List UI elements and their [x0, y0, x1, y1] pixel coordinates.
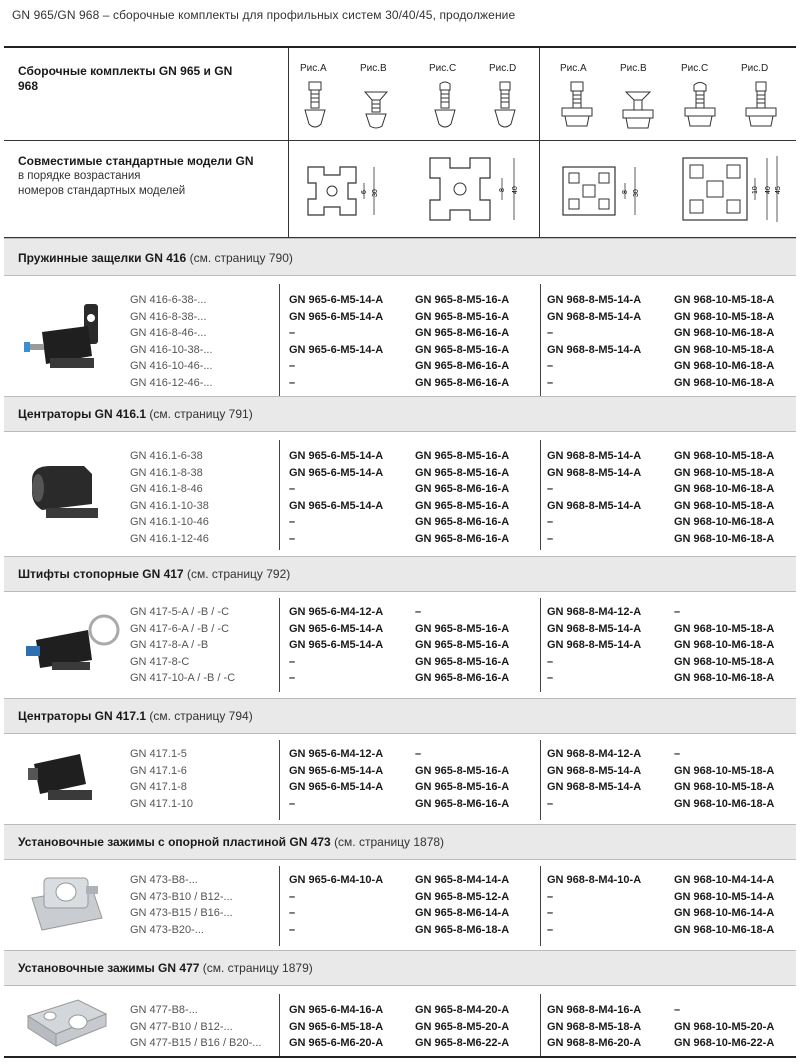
kit-cell: GN 965-6-M4-12-A — [289, 606, 384, 618]
kit-cell: GN 968-8-M4-12-A — [547, 606, 642, 618]
model-item: GN 416.1-8-46 — [130, 483, 203, 495]
page-title: GN 965/GN 968 – сборочные комплекты для профильных систем 30/40/45, продолжение — [12, 8, 516, 22]
kit-cell: GN 965-8-M6-14-A — [415, 907, 510, 919]
kit-cell: – — [289, 516, 296, 528]
section-header-gn417 — [4, 556, 796, 592]
kit-cell: GN 965-8-M6-16-A — [415, 376, 510, 389]
model-item: GN 417-6-A / -B / -C — [130, 622, 230, 635]
column-divider — [279, 866, 280, 946]
kit-cell: GN 968-10-M5-18-A — [674, 466, 775, 479]
kit-cell: GN 968-10-M5-14-A — [674, 890, 775, 903]
kit-cell: GN 965-6-M5-14-A — [289, 450, 384, 462]
kit-cell: – — [289, 797, 296, 810]
section-body-gn416-1 — [4, 432, 796, 556]
kit-cell: – — [289, 376, 296, 389]
gn968-8-column — [547, 872, 641, 938]
model-item: GN 473-B8-... — [130, 874, 198, 886]
compat-sub2: номеров стандартных моделей — [18, 185, 186, 197]
section-page-ref: (см. страницу 790) — [189, 251, 293, 265]
kit-cell: GN 965-8-M6-16-A — [415, 672, 510, 684]
model-item: GN 416.1-6-38 — [130, 450, 203, 462]
locking-pin-image — [22, 604, 122, 684]
kit-cell: GN 968-8-M5-14-A — [547, 764, 642, 777]
section-body-gn477 — [4, 986, 796, 1058]
kit-cell: GN 965-8-M5-16-A — [415, 499, 510, 512]
section-page-ref: (см. страницу 791) — [149, 407, 253, 421]
model-item: GN 416.1-8-38 — [130, 466, 203, 479]
kit-cell: GN 965-8-M6-16-A — [415, 327, 510, 339]
kit-cell: GN 968-8-M5-14-A — [547, 450, 642, 462]
column-divider — [279, 440, 280, 550]
section-header-gn416-1 — [4, 396, 796, 432]
kit-cell: GN 968-10-M5-18-A — [674, 294, 775, 306]
kit-cell: GN 965-8-M5-20-A — [415, 1020, 510, 1033]
kit-cell: GN 968-8-M5-14-A — [547, 639, 642, 651]
column-divider — [540, 598, 541, 692]
profile-2-dim-b: 40 — [512, 186, 519, 194]
screw-fig-d2-icon — [743, 80, 779, 132]
kit-cell: – — [289, 532, 296, 545]
kit-cell: – — [547, 532, 554, 545]
kit-cell: GN 968-10-M5-18-A — [674, 622, 775, 635]
profile-4-dim-c: 45 — [775, 186, 782, 194]
gn965-6-column — [289, 1002, 383, 1052]
section-body-gn473 — [4, 860, 796, 950]
kit-cell: GN 965-6-M5-14-A — [289, 499, 384, 512]
kit-cell: – — [547, 655, 554, 668]
gn965-8-column — [415, 872, 509, 938]
fig-label-b1: Рис.B — [360, 63, 387, 74]
kit-cell: – — [674, 1004, 681, 1016]
kit-cell: – — [547, 672, 554, 684]
kit-cell: – — [547, 376, 554, 389]
kit-cell: GN 965-6-M5-14-A — [289, 781, 384, 793]
section-header-gn473 — [4, 824, 796, 860]
section-title: Установочные зажимы GN 477 — [18, 961, 200, 975]
gn965-8-column — [415, 1002, 509, 1052]
kit-cell: GN 965-8-M6-16-A — [415, 483, 510, 495]
kit-cell: GN 965-8-M4-14-A — [415, 874, 510, 886]
kit-cell: – — [547, 327, 554, 339]
profile-1-dim-b: 30 — [372, 189, 379, 197]
kit-cell: – — [547, 516, 554, 528]
kit-cell: – — [289, 672, 296, 684]
kit-cell: GN 968-10-M5-20-A — [674, 1020, 775, 1033]
kit-cell: GN 965-8-M5-16-A — [415, 781, 510, 793]
column-divider — [279, 598, 280, 692]
column-divider — [279, 740, 280, 820]
kit-cell: GN 968-10-M6-18-A — [674, 639, 775, 651]
kit-cell: GN 968-10-M5-18-A — [674, 655, 775, 668]
kits-header-row — [4, 48, 796, 141]
fig-label-d1: Рис.D — [489, 63, 517, 74]
header-divider-1 — [288, 48, 289, 238]
kit-cell: – — [547, 890, 554, 903]
kit-cell: GN 965-8-M5-16-A — [415, 294, 510, 306]
kit-cell: GN 968-8-M4-12-A — [547, 748, 642, 760]
kit-cell: GN 968-8-M5-18-A — [547, 1020, 642, 1033]
gn965-8-column — [415, 604, 509, 687]
spring-latch-image — [22, 298, 112, 378]
models-list-gn473 — [130, 872, 233, 938]
model-item: GN 473-B20-... — [130, 923, 204, 936]
kit-cell: GN 965-6-M5-18-A — [289, 1020, 384, 1033]
compat-header-row — [4, 141, 796, 238]
kit-cell: GN 965-8-M6-16-A — [415, 797, 510, 810]
gn968-10-column — [674, 292, 774, 391]
gn968-8-column — [547, 746, 641, 812]
clamp-image — [22, 990, 112, 1054]
kit-cell: GN 965-6-M5-14-A — [289, 343, 384, 356]
header-divider-2 — [539, 48, 540, 238]
kit-cell: GN 965-8-M5-16-A — [415, 655, 510, 668]
fig-label-d2: Рис.D — [741, 63, 769, 74]
kit-cell: GN 968-10-M6-18-A — [674, 516, 775, 528]
model-item: GN 416-12-46-... — [130, 376, 213, 389]
kit-cell: GN 968-10-M5-18-A — [674, 781, 775, 793]
kit-cell: GN 968-8-M6-20-A — [547, 1037, 642, 1049]
kit-cell: – — [289, 327, 296, 339]
kit-cell: GN 965-6-M5-14-A — [289, 622, 384, 635]
compat-label — [18, 154, 288, 199]
indexing-plunger-image — [22, 458, 112, 528]
kit-cell: GN 965-8-M6-22-A — [415, 1037, 510, 1049]
model-item: GN 416-8-46-... — [130, 327, 207, 339]
model-item: GN 417.1-10 — [130, 797, 193, 810]
section-title: Центраторы GN 416.1 — [18, 407, 147, 421]
kit-cell: GN 965-8-M5-16-A — [415, 622, 510, 635]
kit-cell: GN 965-8-M6-16-A — [415, 516, 510, 528]
profile-2-dim-a: 8 — [499, 188, 506, 192]
compatibility-table — [4, 46, 796, 1058]
kit-cell: GN 965-8-M4-20-A — [415, 1004, 510, 1016]
model-item: GN 477-B10 / B12-... — [130, 1020, 233, 1033]
gn968-10-column — [674, 604, 774, 687]
models-list-gn417 — [130, 604, 235, 687]
screw-fig-a-icon — [300, 80, 330, 132]
profile-3-dim-a: 8 — [622, 190, 629, 194]
gn965-8-column — [415, 292, 509, 391]
kit-cell: GN 965-8-M5-16-A — [415, 639, 510, 651]
kit-cell: GN 965-8-M5-16-A — [415, 343, 510, 356]
section-body-gn417-1 — [4, 734, 796, 824]
kit-cell: GN 968-8-M5-14-A — [547, 466, 642, 479]
gn968-8-column — [547, 604, 641, 687]
kit-cell: – — [547, 923, 554, 936]
gn965-6-column — [289, 604, 383, 687]
gn968-10-column — [674, 448, 774, 547]
kit-cell: – — [289, 483, 296, 495]
kit-cell: – — [547, 483, 554, 495]
kit-cell: – — [289, 360, 296, 372]
column-divider — [279, 284, 280, 396]
column-divider — [540, 440, 541, 550]
profile-1-dim-a: 6 — [361, 190, 368, 194]
kit-cell: GN 965-8-M6-18-A — [415, 923, 510, 936]
section-header-gn417-1 — [4, 698, 796, 734]
screw-fig-a2-icon — [559, 80, 595, 132]
model-item: GN 477-B15 / B16 / B20-... — [130, 1037, 262, 1049]
kit-cell: GN 965-6-M5-14-A — [289, 294, 384, 306]
column-divider — [540, 866, 541, 946]
model-item: GN 417.1-6 — [130, 764, 187, 777]
section-page-ref: (см. страницу 792) — [186, 567, 291, 581]
section-title: Пружинные защелки GN 416 — [18, 251, 187, 265]
column-divider — [540, 284, 541, 396]
kit-cell: GN 968-10-M6-18-A — [674, 923, 775, 936]
screw-fig-c-icon — [430, 80, 460, 132]
kit-cell: GN 965-8-M6-16-A — [415, 532, 510, 545]
kit-cell: GN 968-10-M5-18-A — [674, 343, 775, 356]
kit-cell: – — [547, 797, 554, 810]
kit-cell: GN 968-10-M4-14-A — [674, 874, 775, 886]
screw-fig-d-icon — [490, 80, 520, 132]
models-list-gn416-1 — [130, 448, 209, 547]
kit-cell: GN 965-8-M5-16-A — [415, 764, 510, 777]
model-item: GN 416.1-10-38 — [130, 499, 209, 512]
models-list-gn477 — [130, 1002, 261, 1052]
kit-cell: GN 965-6-M5-14-A — [289, 764, 384, 777]
gn968-8-column — [547, 1002, 641, 1052]
kit-cell: GN 968-8-M4-10-A — [547, 874, 642, 886]
fig-label-a1: Рис.A — [300, 63, 327, 74]
kit-cell: GN 968-10-M6-18-A — [674, 360, 775, 372]
fig-label-a2: Рис.A — [560, 63, 587, 74]
kit-cell: GN 968-10-M5-18-A — [674, 764, 775, 777]
kit-cell: GN 968-8-M5-14-A — [547, 294, 642, 306]
kit-cell: GN 965-6-M4-10-A — [289, 874, 384, 886]
model-item: GN 473-B15 / B16-... — [130, 907, 233, 919]
kit-cell: – — [547, 907, 554, 919]
kit-cell: GN 968-8-M5-14-A — [547, 343, 642, 356]
profile-40-slot8-icon — [424, 154, 524, 228]
kit-cell: GN 965-8-M5-16-A — [415, 466, 510, 479]
kit-cell: GN 965-8-M5-16-A — [415, 310, 510, 323]
kit-cell: – — [415, 606, 422, 618]
kit-cell: – — [674, 748, 681, 760]
screw-fig-c2-icon — [682, 80, 718, 132]
kit-cell: GN 968-10-M5-18-A — [674, 450, 775, 462]
section-page-ref: (см. страницу 1878) — [334, 835, 445, 849]
fig-label-c1: Рис.C — [429, 63, 457, 74]
kit-cell: GN 968-8-M4-16-A — [547, 1004, 642, 1016]
kit-cell: – — [415, 748, 422, 760]
kit-cell: GN 968-8-M5-14-A — [547, 781, 642, 793]
kit-cell: GN 968-10-M6-18-A — [674, 327, 775, 339]
gn965-8-column — [415, 448, 509, 547]
kit-cell: – — [289, 655, 296, 668]
gn968-8-column — [547, 292, 641, 391]
kits-label: Сборочные комплекты GN 965 и GN 968 — [18, 64, 233, 93]
section-body-gn417 — [4, 592, 796, 698]
compat-sub1: в порядке возрастания — [18, 170, 141, 182]
model-item: GN 416-6-38-... — [130, 294, 207, 306]
model-item: GN 416.1-12-46 — [130, 532, 209, 545]
column-divider — [279, 994, 280, 1056]
model-item: GN 416.1-10-46 — [130, 516, 209, 528]
kit-cell: – — [547, 360, 554, 372]
section-title: Центраторы GN 417.1 — [18, 709, 147, 723]
models-list-gn417-1 — [130, 746, 193, 812]
kit-cell: GN 968-8-M5-14-A — [547, 310, 642, 323]
indexing-plunger-2-image — [22, 744, 112, 814]
gn968-10-column — [674, 1002, 774, 1052]
model-item: GN 417.1-5 — [130, 748, 187, 760]
model-item: GN 416-10-38-... — [130, 343, 213, 356]
kit-cell: GN 965-6-M5-14-A — [289, 310, 384, 323]
kit-cell: GN 968-10-M5-18-A — [674, 499, 775, 512]
model-item: GN 477-B8-... — [130, 1004, 198, 1016]
kit-cell: GN 965-6-M6-20-A — [289, 1037, 384, 1049]
gn968-10-column — [674, 872, 774, 938]
model-item: GN 417-5-A / -B / -C — [130, 606, 230, 618]
profile-4-dim-a: 10 — [752, 186, 759, 194]
kit-cell: – — [289, 890, 296, 903]
kit-cell: GN 965-8-M5-16-A — [415, 450, 510, 462]
model-item: GN 473-B10 / B12-... — [130, 890, 233, 903]
kit-cell: GN 965-6-M5-14-A — [289, 639, 384, 651]
kit-cell: GN 968-8-M5-14-A — [547, 622, 642, 635]
kit-cell: GN 968-10-M6-18-A — [674, 532, 775, 545]
clamp-with-plate-image — [22, 868, 112, 940]
section-title: Штифты стопорные GN 417 — [18, 567, 184, 581]
section-body-gn416 — [4, 276, 796, 404]
section-title: Установочные зажимы с опорной пластиной GN 473 — [18, 835, 331, 849]
screw-fig-b2-icon — [620, 90, 656, 132]
kit-cell: GN 965-8-M5-12-A — [415, 890, 510, 903]
model-item: GN 417.1-8 — [130, 781, 187, 793]
kit-cell: GN 968-8-M5-14-A — [547, 499, 642, 512]
gn965-8-column — [415, 746, 509, 812]
profile-30-slot6-icon — [304, 161, 384, 225]
gn968-8-column — [547, 448, 641, 547]
gn965-6-column — [289, 746, 383, 812]
model-item: GN 416-8-38-... — [130, 310, 207, 323]
screw-fig-b-icon — [361, 90, 391, 132]
kit-cell: – — [289, 923, 296, 936]
kit-cell: GN 965-6-M4-12-A — [289, 748, 384, 760]
model-item: GN 417-10-A / -B / -C — [130, 672, 236, 684]
compat-title: Совместимые стандартные модели GN — [18, 154, 254, 168]
kit-cell: GN 968-10-M5-18-A — [674, 310, 775, 323]
models-list-gn416 — [130, 292, 213, 391]
gn968-10-column — [674, 746, 774, 812]
profile-4-dim-b: 40 — [765, 186, 772, 194]
section-page-ref: (см. страницу 1879) — [202, 961, 313, 975]
column-divider — [540, 994, 541, 1056]
profile-3-dim-b: 30 — [633, 189, 640, 197]
model-item: GN 416-10-46-... — [130, 360, 213, 372]
model-item: GN 417-8-C — [130, 655, 190, 668]
kit-cell: GN 965-6-M4-16-A — [289, 1004, 384, 1016]
kit-cell: GN 968-10-M6-18-A — [674, 483, 775, 495]
profile-30-slot8-icon — [559, 161, 644, 225]
kit-cell: – — [289, 907, 296, 919]
section-header-gn416 — [4, 238, 796, 276]
kit-cell: GN 965-6-M5-14-A — [289, 466, 384, 479]
model-item: GN 417-8-A / -B — [130, 639, 209, 651]
profile-40-45-slot10-icon — [679, 154, 789, 228]
kit-cell: GN 968-10-M6-22-A — [674, 1037, 775, 1049]
kit-cell: GN 968-10-M6-18-A — [674, 797, 775, 810]
gn965-6-column — [289, 292, 383, 391]
kit-cell: GN 965-8-M6-16-A — [415, 360, 510, 372]
section-header-gn477 — [4, 950, 796, 986]
kit-cell: GN 968-10-M6-14-A — [674, 907, 775, 919]
column-divider — [540, 740, 541, 820]
section-page-ref: (см. страницу 794) — [149, 709, 253, 723]
fig-label-c2: Рис.C — [681, 63, 709, 74]
kit-cell: GN 968-10-M6-18-A — [674, 376, 775, 389]
gn965-6-column — [289, 448, 383, 547]
fig-label-b2: Рис.B — [620, 63, 647, 74]
gn965-6-column — [289, 872, 383, 938]
kit-cell: GN 968-10-M6-18-A — [674, 672, 775, 684]
kit-cell: – — [674, 606, 681, 618]
